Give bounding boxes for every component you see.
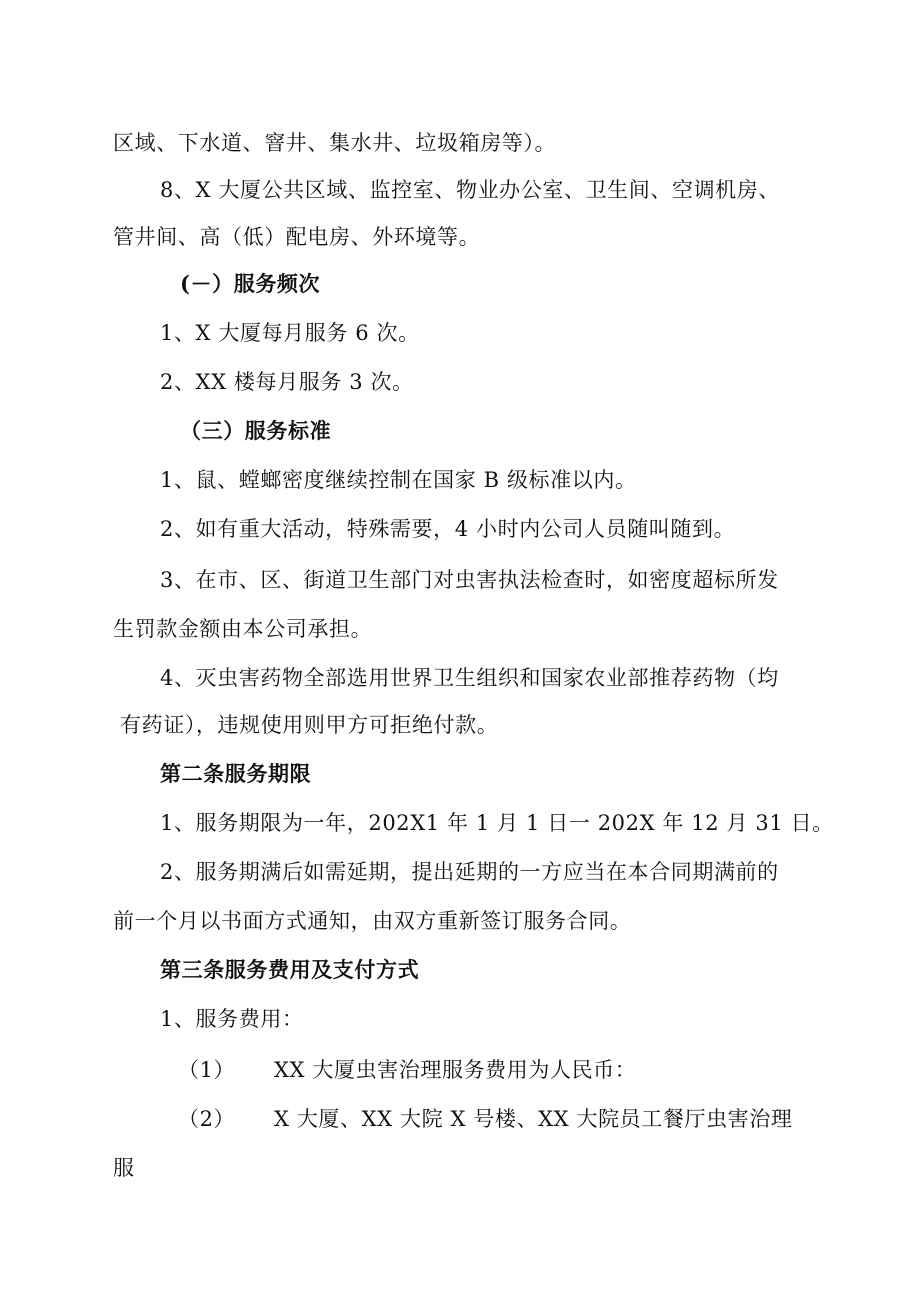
sub-list-item [178,1104,792,1134]
section-heading: (－）服务频次 [180,271,321,296]
sub-list-text: X 大厦、XX 大院 X 号楼、XX 大院员工餐厅虫害治理 [274,1107,793,1131]
paragraph-line: 管井间、高（低）配电房、外环境等。 [113,225,481,249]
list-item: 2、XX 楼每月服务 3 次。 [160,370,414,394]
article-heading: 第三条服务费用及支付方式 [160,957,420,982]
paragraph-line: 8、X 大厦公共区域、监控室、物业办公室、卫生间、空调机房、 [160,178,780,202]
sub-list-item [178,1055,636,1085]
list-item: 1、服务期限为一年，202X1 年 1 月 1 日一 202X 年 12 月 31 日。 [160,811,834,835]
paragraph-line: 前一个月以书面方式通知，由双方重新签订服务合同。 [113,909,632,933]
sub-list-number: （2） [178,1107,236,1131]
list-item: 3、在市、区、街道卫生部门对虫害执法检查时，如密度超标所发 [160,568,779,592]
paragraph-line: 服 [113,1156,135,1180]
list-item: 2、如有重大活动，特殊需要，4 小时内公司人员随叫随到。 [160,517,736,541]
paragraph-line: 有药证），违规使用则甲方可拒绝付款。 [120,713,499,737]
list-item: 1、服务费用： [160,1007,304,1031]
list-item: 1、鼠、螳螂密度继续控制在国家 B 级标准以内。 [160,468,637,492]
section-heading: （三）服务标准 [180,418,332,443]
paragraph-line: 区域、下水道、窨井、集水井、垃圾箱房等）。 [113,131,557,155]
list-item: 4、灭虫害药物全部选用世界卫生组织和国家农业部推荐药物（均 [160,666,779,690]
sub-list-text: XX 大厦虫害治理服务费用为人民币： [274,1058,637,1082]
article-heading: 第二条服务期限 [160,761,312,786]
paragraph-line: 生罚款金额由本公司承担。 [113,617,373,641]
list-item: 1、X 大厦每月服务 6 次。 [160,321,420,345]
list-item: 2、服务期满后如需延期，提出延期的一方应当在本合同期满前的 [160,860,779,884]
sub-list-number: （1） [178,1058,236,1082]
